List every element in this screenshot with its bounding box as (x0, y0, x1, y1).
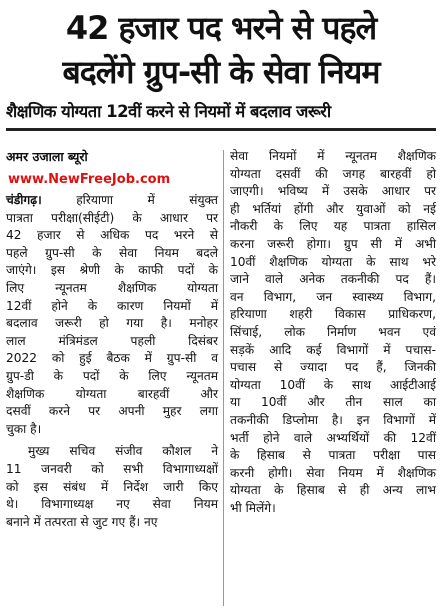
text-line: सेवा नियमों में न्यूनतम शैक्षणिक (230, 149, 436, 163)
text-line: बनाने में तत्परता से जुट गए हैं। नए (6, 514, 158, 529)
subheadline: शैक्षणिक योग्यता 12वीं करने से नियमों में बदलाव जरूरी (6, 100, 436, 131)
text-line: जाएगी। भविष्य में उसके आधार पर (230, 184, 436, 199)
text-line: चुका है। (6, 421, 42, 436)
text-line: जाने वाले अनेक तकनीकी पद हैं। (230, 272, 436, 287)
watermark-url[interactable]: www.NewFreeJob.com (8, 172, 171, 187)
left-column (6, 148, 218, 531)
right-column (230, 148, 436, 517)
text-line: दसवीं करने पर अपनी मुहर लगा (6, 404, 218, 419)
text-line: जाएंगे। इस श्रेणी के काफी पदों के (6, 263, 218, 278)
text-line: नौकरी के लिए यह पात्रता हासिल (230, 219, 436, 234)
left-para-2 (6, 443, 218, 531)
text-line: पात्रता परीक्षा(सीईटी) के आधार पर (6, 210, 218, 225)
text-line: वन विभाग, जन स्वास्थ्य विभाग, (230, 289, 436, 304)
headline-line-1: 42 हजार पद भरने से पहले (65, 9, 377, 47)
column-divider (223, 150, 224, 606)
text-line: 12वीं होने के कारण नियमों में (6, 298, 218, 313)
text-line: शैक्षणिक योग्यता बारहवीं और (6, 386, 218, 401)
text-line: हरियाणा शहरी विकास प्राधिकरण, (230, 307, 436, 322)
text-line: सिंचाई, लोक निर्माण भवन एवं (230, 324, 436, 339)
dateline-city: चंडीगढ़। (6, 193, 42, 207)
text-line: तकनीकी डिप्लोमा है। इन विभागों में (230, 412, 436, 427)
left-para-1 (6, 210, 218, 439)
right-para (230, 148, 436, 517)
text-line: मुख्य सचिव संजीव कौशल ने (28, 444, 218, 459)
text-line: बदलाव जरूरी हो गया है। मनोहर (6, 316, 218, 331)
text-line: को इस संबंध में निर्देश जारी किए (6, 479, 218, 494)
text-line: करनी होगी। सेवा नियम में शैक्षणिक (230, 465, 436, 480)
text-line: 42 हजार से अधिक पद भरने से (6, 228, 218, 243)
text-line: पचास से ज्यादा पद हैं, जिनकी (230, 360, 436, 375)
text-line: योग्यता के हिसाब से ही अन्य लाभ (230, 483, 436, 498)
dateline-line (6, 192, 218, 210)
text-line: ही भर्तियां होंगी और युवाओं को नई (230, 201, 436, 216)
text-line: योग्यता 10वीं के साथ आईटीआई (230, 377, 436, 392)
text-line: सड़कें आदि कई विभागों में पचास- (230, 342, 436, 357)
headline-line-2: बदलेंगे ग्रुप-सी के सेवा नियम (62, 53, 380, 91)
text-line: पहले ग्रुप-सी के सेवा नियम बदले (6, 245, 218, 260)
text-line: करना जरूरी होगा। ग्रुप सी में अभी (230, 236, 436, 251)
text-line: 10वीं शैक्षणिक योग्यता के साथ भरे (230, 254, 436, 269)
byline: अमर उजाला ब्यूरो (6, 149, 88, 164)
text-line: 11 जनवरी को सभी विभागाध्यक्षों (6, 461, 218, 476)
text-line: लाल मंत्रिमंडल पहली दिसंबर (6, 333, 218, 348)
text-line: 2022 को हुई बैठक में ग्रुप-सी व (6, 351, 218, 366)
text-line: लिए न्यूनतम शैक्षणिक योग्यता (6, 280, 218, 295)
dateline-text: हरियाणा में संयुक्त (41, 193, 218, 207)
text-line: थे। विभागाध्यक्ष नए सेवा नियम (6, 497, 218, 512)
article-body (6, 148, 436, 606)
text-line: भर्ती होने वाले अभ्यर्थियों की 12वीं (230, 430, 436, 445)
text-line: या 10वीं और तीन साल का (230, 395, 436, 410)
text-line: के हिसाब से पात्रता परीक्षा पास (230, 448, 436, 463)
text-line: योग्यता दसवीं की जगह बारहवीं हो (230, 166, 436, 181)
text-line: ग्रुप-डी के पदों के लिए न्यूनतम (6, 368, 218, 383)
text-line: भी मिलेंगे। (230, 500, 276, 515)
